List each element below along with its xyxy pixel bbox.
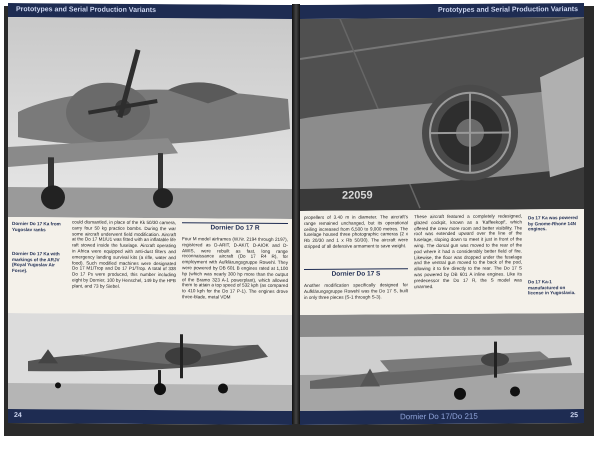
left-col-2-text: Four M model airframes (W.Nr. 2194 through 2197), registered as D-ARIT, D-AKIT, D-AIOK and D-AWIS, were rebuilt as fast, long range reconnaissance aircraft (Do 17 R4 R), for employment with Aufklärungsgruppe Rowehl. They were powered by DB 601 B engines rated at 1,100 hp (which was nearly 300 hp more than the output of the Bramo 323 A-1 powerplant), which allowed them to attain a top speed of 532 kph (as compared to 410 kph for the Do 17 P-1). The engines drove three-blade, metal VDM [182,236,288,300]
caption-4: Do 17 Ka-1 manufactured on license in Yugoslavia. [528,279,576,296]
left-page-header: Prototypes and Serial Production Variants [8,3,292,19]
page-number-left: 24 [14,412,22,420]
left-col-1-text: could dismantled, in place of the Kk 50/30 camera, carry four 50 kg practice bombs. During the war some aircraft underwent field modification. Aircraft at the Do 17 M1/U1 was fitted with an inflatable life raft stowed inside the fuselage. Aircraft operating in Africa were equipped with anti-dust filters and emergency landing survival kits (a rifle, water and food). Such modified machines were designated Do 17 M1/Trop and Do 17 P1/Trop. A total of 338 Do 17 Ps were produced, this number including eight by Dornier, 100 by Henschel, 149 by the HFB plant, and 73 by Siebel. [72,219,176,289]
aircraft-code-text: 22059 [342,189,373,202]
caption-2: Dornier Do 17 Ka with markings of the ARJV (Royal Yugoslav Air Force). [12,251,60,273]
caption-1: Dornier Do 17 Ka from Yugoslav ranks [12,221,61,232]
right-col-1-text: propellers of 3.40 m in diameter. The aircraft's range remained unchanged, but its operational ceiling increased from 6,500 to 9,000 metres. The fuselage housed three photographic cameras (2 x Rb 20/30 and 1 x Rb 50/30). The aircraft were stripped of all defensive armament to save weight. [304,214,408,249]
subheading-do17r: Dornier Do 17 R [210,224,260,232]
right-col-1b-text: Another modification specifically designed for Aufklärungsgruppe Rowehl was the Do 17 S, built in only three pieces (S-1 through S-3). [304,282,408,300]
right-col-2-text: These aircraft featured a completely redesigned, glazed cockpit, known as a 'Kaffeekopf', which offered the crew more room and better visibility. The roof was extended upward over the line of the fuselage, sloping down to meet it just in front of the wing. The dorsal gun was moved to the rear of the pod where it had a considerably better field of fire. Likewise, the floor was dropped under the fuselage and the ventral gun moved to the back of the pod, allowing it to fire directly to the rear. The Do 17 S was powered by DB 601 A inline engines. Like its predecessor the Do 17 R, the S model was unarmed. [414,213,522,289]
left-page-footer [8,409,292,425]
photo-do17-ground [8,17,292,219]
footer-title: Dornier Do 17/Do 215 [400,411,478,422]
right-page-footer [300,409,584,425]
right-page [300,3,584,425]
page-number-right: 25 [570,412,578,420]
caption-3: Do 17 Ka was powered by Gnome-Rhone 14N engines. [528,215,578,232]
photo-do17-side [8,313,292,411]
subheading-do17s: Dornier Do 17 S [331,270,381,278]
right-page-header: Prototypes and Serial Production Variants [300,3,584,19]
book-gutter [292,4,300,424]
left-page [8,3,292,425]
photo-engine-hangar [300,17,584,211]
photo-do17-airfield [300,313,584,411]
